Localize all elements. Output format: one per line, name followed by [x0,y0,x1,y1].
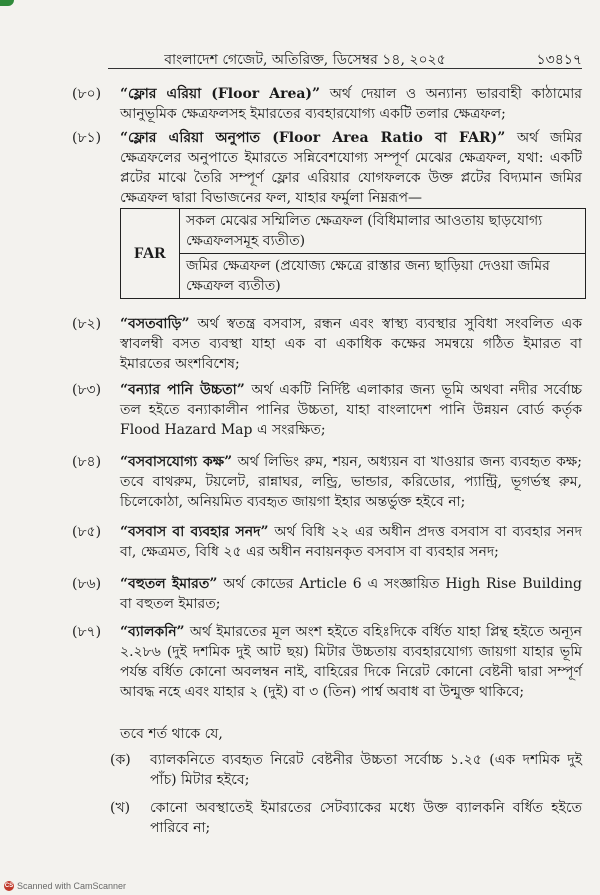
entry-term: “বসবাসযোগ্য কক্ষ” [120,454,233,470]
entry-text: অর্থ লিভিং রুম, শয়ন, অধ্যয়ন বা খাওয়ার জন্য ব্যবহৃত কক্ষ; তবে বাথরুম, টয়লেট, রান্নাঘর, লন্ড্রি, ভান্ডার, করিডোর, প্যান্ট্রি, ভূগর্ভস্থ রুম, চিলেকোঠা, অনিয়মিত ব্যবহৃত জায়গা ইহার অন্তর্ভুক্ত হইবে না; [120,454,582,510]
gazette-header-title: বাংলাদেশ গেজেট, অতিরিক্ত, ডিসেম্বর ১৪, ২০২৫ [164,52,446,68]
entry-number: (৮৩) [72,382,102,398]
entry-text: অর্থ কোডের Article 6 এ সংজ্ঞায়িত High Rise Building বা বহুতল ইমারত; [120,576,583,612]
entry-body [120,128,582,208]
entry-number: (৮০) [72,86,102,102]
entry-text: অর্থ দেয়াল ও অন্যান্য ভারবাহী কাঠামোর আনুভূমিক ক্ষেত্রফলসহ ইমারতের ব্যবহারযোগ্য একটি তলার ক্ষেত্রফল; [120,86,583,122]
entry-text: অর্থ স্বতন্ত্র বসবাস, রন্ধন এবং স্বাস্থ্য ব্যবস্থার সুবিধা সংবলিত এক স্বাবলম্বী বসত ব্যবস্থা যাহা এক বা একাধিক কক্ষের সমন্বয়ে গঠিত ইমারত বা ইমারতের অংশবিশেষ; [120,316,582,372]
entry-term: “বহুতল ইমারত” [120,576,218,592]
far-denominator: জমির ক্ষেত্রফল (প্রযোজ্য ক্ষেত্রে রাস্তার জন্য ছাড়িয়া দেওয়া জমির ক্ষেত্রফল ব্যতীত) [180,254,586,299]
entry-term: “ব্যালকনি” [120,624,185,640]
entry-body [120,574,582,614]
entry-term: “ফ্লোর এরিয়া (Floor Area)” [120,86,321,102]
entry-number: (৮৪) [72,454,102,470]
entry-text: অর্থ বিধি ২২ এর অধীন প্রদত্ত বসবাস বা ব্যবহার সনদ বা, ক্ষেত্রমত, বিধি ২৫ এর অধীন নবায়নকৃত বসবাস বা ব্যবহার সনদ; [120,524,582,560]
entry-text: অর্থ একটি নির্দিষ্ট এলাকার জন্য ভূমি অথবা নদীর সর্বোচ্চ তল হইতে বন্যাকালীন পানির উচ্চতা, যাহা বাংলাদেশ পানি উন্নয়ন বোর্ড কর্তৃক Flood Hazard Map এ সংরক্ষিত; [120,382,583,438]
entry-body [120,452,582,512]
subclause-text: কোনো অবস্থাতেই ইমারতের সেটব্যাকের মধ্যে উক্ত ব্যালকনি বর্ধিত হইতে পারিবে না; [150,800,582,836]
page-header [28,44,582,68]
entry-body [120,84,582,124]
entry-term: “বসবাস বা ব্যবহার সনদ” [120,524,269,540]
far-numerator: সকল মেঝের সম্মিলিত ক্ষেত্রফল (বিধিমালার আওতায় ছাড়যোগ্য ক্ষেত্রফলসমূহ ব্যতীত) [180,209,586,254]
entry-term: “ফ্লোর এরিয়া অনুপাত (Floor Area Ratio বা FAR)” [120,130,506,146]
entry-number: (৮১) [72,130,102,146]
entry-body [120,314,582,374]
watermark-text: Scanned with CamScanner [17,881,127,891]
scanner-watermark [4,881,126,891]
entry-number: (৮২) [72,316,102,332]
entry-term: “বসতবাড়ি” [120,316,190,332]
entry-number: (৮৭) [72,624,102,640]
entry-body [120,380,582,440]
entry-term: “বন্যার পানি উচ্চতা” [120,382,245,398]
camscanner-icon: CS [4,883,14,889]
subclause [0,798,600,842]
entry-body [120,622,582,702]
header-rule [108,68,582,69]
far-formula-table [120,208,586,299]
page-corner-mark [0,0,14,6]
subclause-number: (খ) [110,800,131,816]
entry-body [120,522,582,562]
subclause-number: (ক) [110,752,131,768]
entry-number: (৮৫) [72,524,102,540]
proviso-text: তবে শর্ত থাকে যে, [120,726,223,742]
subclause-text: ব্যালকনিতে ব্যবহৃত নিরেট বেষ্টনীর উচ্চতা সর্বোচ্চ ১.২৫ (এক দশমিক দুই পাঁচ) মিটার হইবে; [150,752,582,788]
subclause [0,750,600,794]
far-label: FAR [121,209,180,299]
entry-text: অর্থ জমির ক্ষেত্রফলের অনুপাতে ইমারতে সন্নিবেশযোগ্য সম্পূর্ণ মেঝের ক্ষেত্রফল, যথা: একটি প্লটের মাঝে তৈরি সম্পূর্ণ ফ্লোর এরিয়ার যোগফলকে উক্ত প্লটের বিদ্যমান জমির ক্ষেত্রফল দ্বারা বিভাজনের ফল, যাহার ফর্মুলা নিম্নরূপ— [120,130,582,206]
page-number: ১৩৪১৭ [536,52,582,68]
entry-number: (৮৬) [72,576,102,592]
entry-text: অর্থ ইমারতের মূল অংশ হইতে বহিঃদিকে বর্ধিত যাহা প্লিন্থ হইতে অন্যূন ২.২৮৬ (দুই দশমিক দুই আট ছয়) মিটার উচ্চতায় ব্যবহারযোগ্য জায়গা যাহার ভূমি পর্যন্ত বর্ধিত কোনো অবলম্বন নাই, বাহিরের দিকে নিরেট কোনো বেষ্টনী দ্বারা সম্পূর্ণ আবদ্ধ নহে এবং যাহার ২ (দুই) বা ৩ (তিন) পার্শ্ব অবাধ বা উন্মুক্ত থাকিবে; [120,624,582,700]
